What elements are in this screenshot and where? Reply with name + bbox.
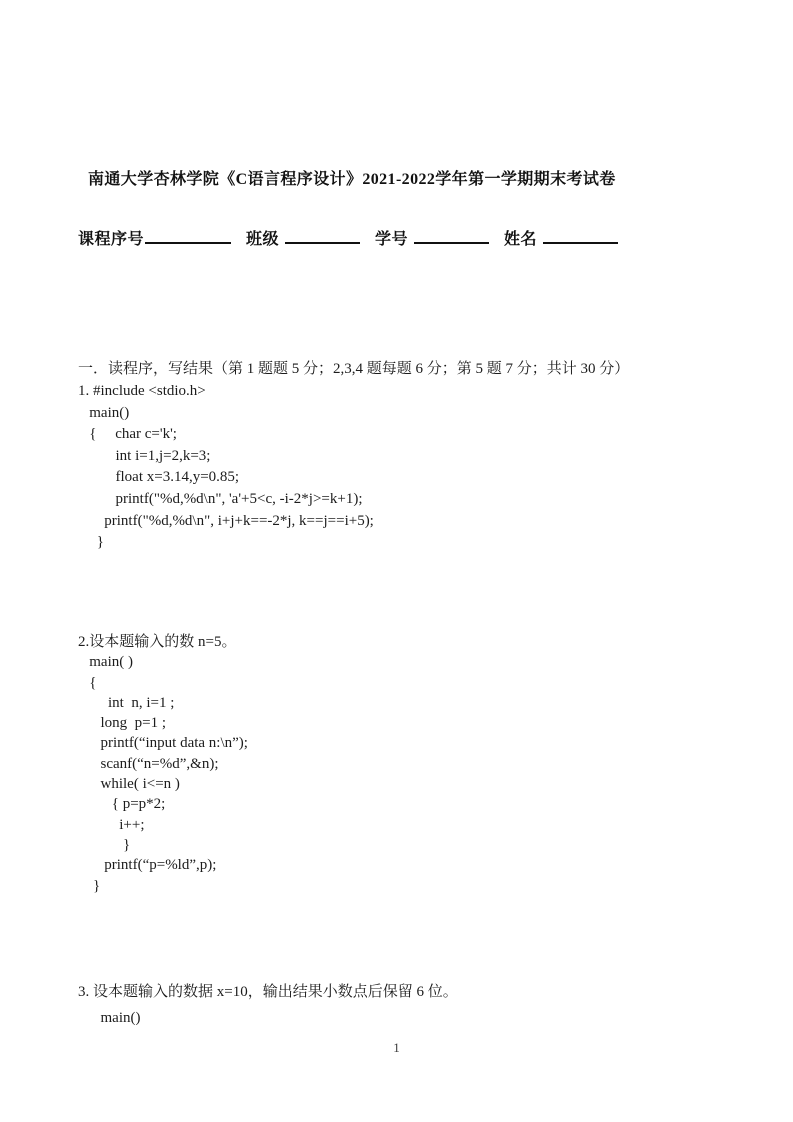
class-blank: [285, 227, 360, 244]
code-line: printf("%d,%d\n", 'a'+5<c, -i-2*j>=k+1);: [78, 490, 363, 507]
student-id-label: 学号: [375, 231, 409, 248]
code-line: while( i<=n ): [78, 776, 180, 793]
code-line: main(): [78, 404, 130, 421]
code-line: float x=3.14,y=0.85;: [78, 469, 240, 486]
code-line: main(): [78, 1009, 141, 1026]
class-label: 班级: [246, 231, 280, 248]
code-line: { p=p*2;: [78, 796, 166, 813]
name-blank: [543, 227, 618, 244]
exam-title: 南通大学杏林学院《C语言程序设计》2021-2022学年第一学期期末考试卷: [88, 171, 616, 188]
code-line: printf(“input data n:\n”);: [78, 735, 248, 752]
field-course-number: [78, 226, 231, 249]
code-line: {: [78, 674, 97, 691]
section-1-heading: 一．读程序，写结果（第 1 题题 5 分；2,3,4 题每题 6 分；第 5 题 7 分；共计 30 分）: [78, 361, 630, 377]
code-line: long p=1 ;: [78, 715, 167, 732]
course-number-label: 课程序号: [78, 231, 145, 248]
student-id-blank: [414, 227, 489, 244]
question-2-code: [78, 632, 248, 896]
question-1-code: [78, 381, 374, 554]
code-line: i++;: [78, 816, 145, 833]
code-line: printf(“p=%ld”,p);: [78, 857, 217, 874]
code-line: }: [78, 534, 104, 551]
code-line: printf("%d,%d\n", i+j+k==-2*j, k==j==i+5);: [78, 512, 374, 529]
field-name: [504, 226, 618, 249]
field-class: [246, 226, 360, 249]
question-3-text: [78, 980, 458, 1031]
code-line: int n, i=1 ;: [78, 694, 175, 711]
code-line: { char c='k';: [78, 426, 177, 443]
code-line: main( ): [78, 654, 133, 671]
name-label: 姓名: [504, 231, 538, 248]
code-line: int i=1,j=2,k=3;: [78, 447, 211, 464]
student-info-line: [78, 226, 618, 249]
code-line: 3. 设本题输入的数据 x=10，输出结果小数点后保留 6 位。: [78, 984, 458, 1000]
code-line: scanf(“n=%d”,&n);: [78, 755, 219, 772]
page-number: 1: [393, 1040, 400, 1055]
field-student-id: [375, 226, 489, 249]
code-line: }: [78, 836, 131, 853]
course-number-blank: [145, 227, 231, 244]
code-line: 2.设本题输入的数 n=5。: [78, 634, 237, 650]
code-line: 1. #include <stdio.h>: [78, 383, 206, 399]
code-line: }: [78, 877, 101, 894]
